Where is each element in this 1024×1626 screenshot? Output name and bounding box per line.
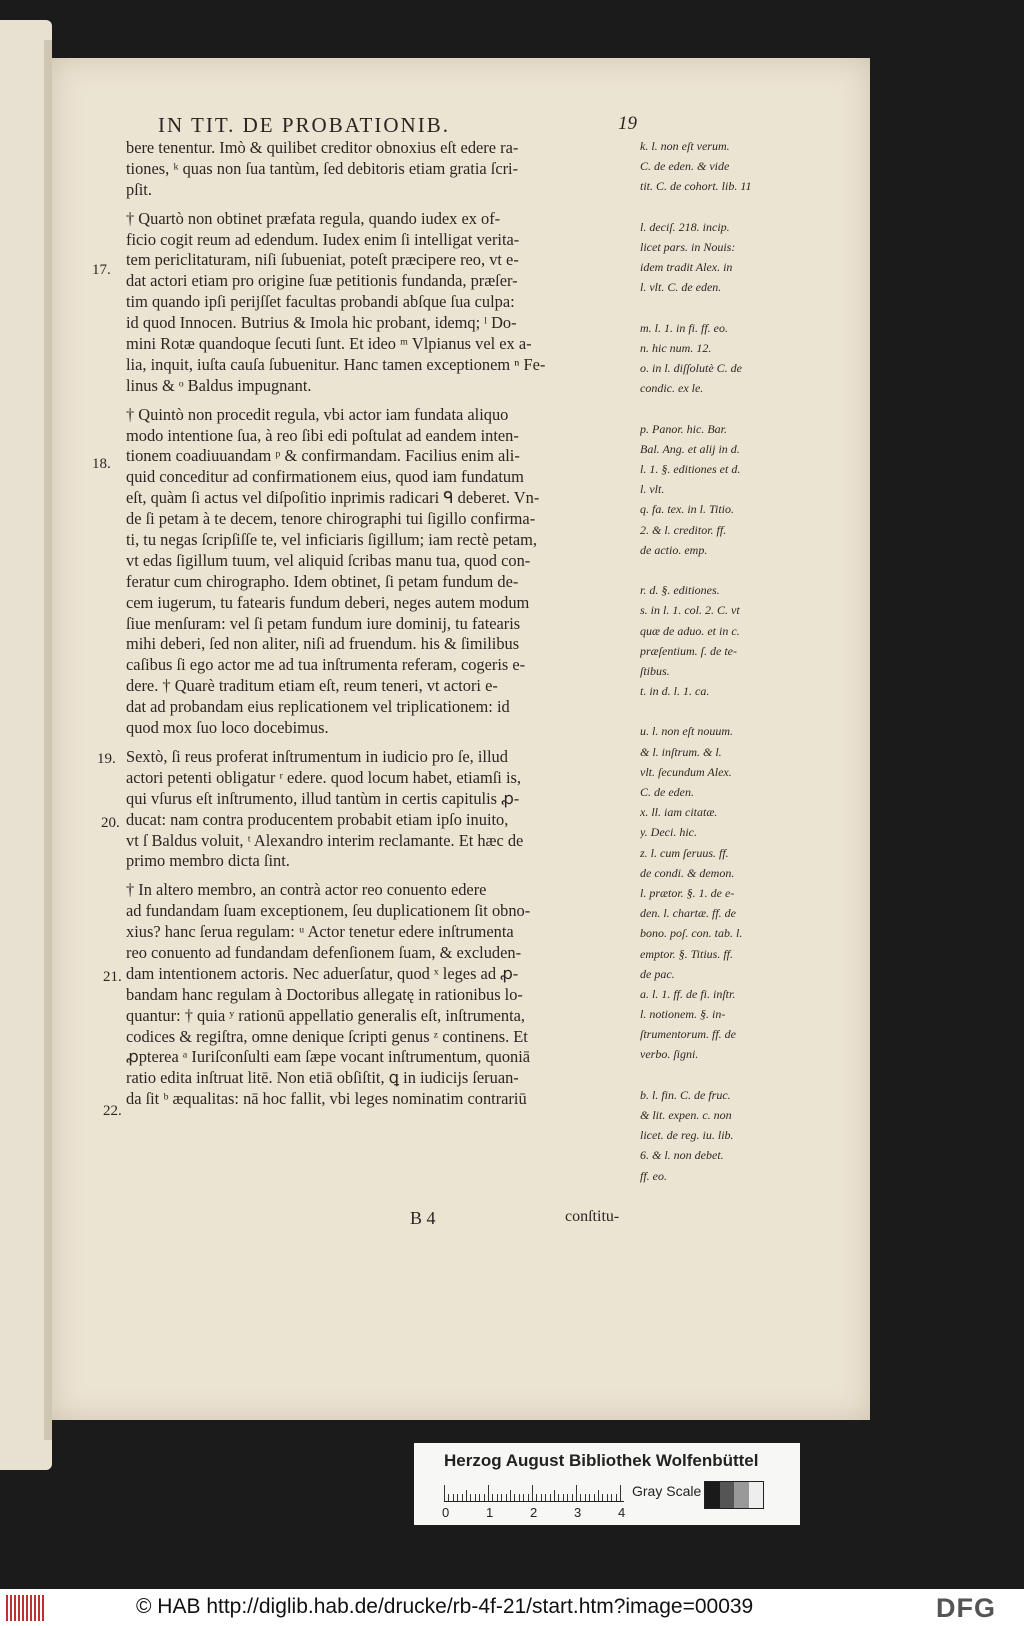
ruler-label: 2: [530, 1505, 538, 1520]
gray-scale-swatch: [704, 1481, 764, 1509]
ruler-tick: [563, 1494, 564, 1501]
margin-note: x. ll. iam citatæ.: [640, 805, 718, 820]
margin-note: de condi. & demon.: [640, 865, 735, 880]
main-text-column: [126, 138, 641, 1110]
margin-note: C. de eden. & vide: [640, 159, 730, 174]
margin-note: k. l. non eſt verum.: [640, 139, 730, 153]
ruler-tick: [598, 1490, 599, 1501]
margin-note: b. l. fin. C. de fruc.: [640, 1087, 731, 1102]
ruler-tick: [611, 1494, 612, 1501]
margin-note: p. Panor. hic. Bar.: [640, 421, 727, 436]
ruler-label: 0: [442, 1505, 450, 1520]
paragraph-gap: [126, 397, 641, 405]
margin-note: & l. inſtrum. & l.: [640, 744, 722, 759]
text-line: quid conceditur ad confirmationem eius, quod iam fundatum: [126, 467, 524, 487]
ruler-tick: [558, 1494, 559, 1501]
ruler-tick: [585, 1494, 586, 1501]
margin-note: [640, 197, 770, 217]
ruler-tick: [620, 1485, 621, 1501]
text-line: tiones, ᵏ quas non ſua tantùm, ſed debitoris etiam gratia ſcri-: [126, 158, 519, 178]
ruler-tick: [497, 1494, 498, 1501]
text-line: ratio edita inſtruat litē. Non etiā obſiſtit, ꝗ in iudicijs ſeruan-: [126, 1068, 519, 1088]
margin-note: ſtibus.: [640, 663, 670, 678]
margin-note: [640, 1065, 770, 1085]
library-name: Herzog August Bibliothek Wolfenbüttel: [444, 1451, 759, 1470]
margin-note: m. l. 1. in fi. ff. eo.: [640, 320, 728, 335]
margin-note: y. Deci. hic.: [640, 825, 697, 840]
line-number: 22.: [103, 1103, 122, 1119]
margin-note: licet. de reg. iu. lib.: [640, 1128, 734, 1143]
line-number: 20.: [101, 815, 120, 831]
ruler-tick: [453, 1494, 454, 1501]
ruler-tick: [444, 1485, 445, 1501]
catchword: conſtitu-: [565, 1208, 620, 1225]
text-line: vt ſ Baldus voluit, ᵗ Alexandro interim reclamante. Et hæc de: [126, 830, 524, 850]
text-line: mihi deberi, ſed non aliter, niſi ad fruendum. his & ſimilibus: [126, 634, 520, 654]
text-line: id quod Innocen. Butrius & Imola hic probant, idemq; ˡ Do-: [126, 313, 517, 333]
dfg-logo: DFG: [936, 1593, 996, 1623]
text-line: † Quartò non obtinet præfata regula, quando iudex ex of-: [126, 208, 501, 228]
text-line: bere tenentur. Imò & quilibet creditor obnoxius eſt edere ra-: [126, 138, 519, 157]
line-number: 17.: [92, 262, 111, 278]
text-line: dere. † Quarè traditum etiam eſt, reum teneri, vt actori e-: [126, 676, 498, 696]
ruler-tick: [448, 1494, 449, 1501]
text-line: † In altero membro, an contrà actor reo conuento edere: [126, 880, 487, 900]
ruler-tick: [501, 1494, 502, 1501]
ruler-tick: [602, 1494, 603, 1501]
text-line: tim quando ipſi perijſſet facultas probandi abſque ſua culpa:: [126, 292, 515, 312]
margin-note: l. vlt.: [640, 482, 665, 497]
text-line: reo conuento ad fundandam defenſionem ſuam, & excluden-: [126, 942, 522, 962]
margin-note: [640, 560, 770, 580]
margin-note: den. l. chartæ. ff. de: [640, 906, 736, 921]
ruler-tick: [519, 1494, 520, 1501]
hab-logo-icon: [6, 1595, 46, 1621]
ruler-tick: [580, 1494, 581, 1501]
text-line: ſiue menſuram: vel ſi petam fundum iure dominij, tu fatearis: [126, 613, 521, 633]
ruler-label: 3: [574, 1505, 582, 1520]
margin-note: præſentium. ſ. de te-: [640, 643, 737, 658]
margin-note: 2. & l. creditor. ff.: [640, 522, 727, 537]
margin-note: vlt. ſecundum Alex.: [640, 764, 732, 779]
ruler-tick: [541, 1494, 542, 1501]
margin-note: o. in l. diſſolutè C. de: [640, 361, 742, 376]
ruler-tick: [510, 1490, 511, 1501]
ruler-tick: [466, 1490, 467, 1501]
text-line: eſt, quàm ſi actus vel diſpoſitio inprimis radicari ᑫ deberet. Vn-: [126, 488, 540, 508]
ruler-tick: [457, 1494, 458, 1501]
text-line: da ſit ᵇ æqualitas: nā hoc fallit, vbi leges nominatim contrariū: [126, 1089, 527, 1109]
ruler-tick: [554, 1490, 555, 1501]
line-number: 19.: [97, 751, 116, 767]
ruler-label: 4: [618, 1505, 626, 1520]
ruler-label: 1: [486, 1505, 494, 1520]
margin-note: de actio. emp.: [640, 542, 708, 557]
margin-note: de pac.: [640, 966, 675, 981]
margin-note: s. in l. 1. col. 2. C. vt: [640, 603, 740, 618]
text-line: linus & ᵒ Baldus impugnant.: [126, 375, 312, 395]
text-line: quantur: † quia ʸ rationū appellatio generalis eſt, inſtrumenta,: [126, 1005, 526, 1025]
ruler-tick: [462, 1494, 463, 1501]
left-page-shadow: [44, 40, 52, 1440]
text-line: mini Rotæ quandoque ſecuti ſunt. Et ideo ᵐ Vlpianus vel ex a-: [126, 334, 532, 354]
text-line: xius? hanc ſerua regulam: ᵘ Actor tenetur edere inſtrumenta: [126, 922, 514, 942]
text-line: codices & regiſtra, omne denique ſcripti genus ᶻ continens. Et: [126, 1026, 528, 1046]
ruler-tick: [607, 1494, 608, 1501]
running-header: IN TIT. DE PROBATIONIB.: [158, 113, 450, 137]
margin-note: n. hic num. 12.: [640, 340, 712, 355]
ruler-tick: [479, 1494, 480, 1501]
margin-note: u. l. non eſt nouum.: [640, 724, 733, 739]
margin-note: idem tradit Alex. in: [640, 260, 733, 275]
text-line: ꝓpterea ᵃ Iuriſconſulti eam ſæpe vocant inſtrumentum, quoniā: [126, 1047, 531, 1067]
source-url[interactable]: © HAB http://diglib.hab.de/drucke/rb-4f-21/start.htm?image=00039: [136, 1595, 754, 1618]
margin-note: emptor. §. Titius. ff.: [640, 946, 734, 961]
signature-mark: B 4: [410, 1208, 436, 1228]
margin-note: ff. eo.: [640, 1168, 667, 1183]
text-line: primo membro dicta ſint.: [126, 851, 290, 871]
ruler-tick: [550, 1494, 551, 1501]
ruler-tick: [523, 1494, 524, 1501]
margin-note: r. d. §. editiones.: [640, 583, 720, 598]
ruler-tick: [532, 1485, 533, 1501]
text-line: qui vſurus eſt inſtrumento, illud tantùm in certis capitulis ꝓ-: [126, 788, 520, 808]
paragraph-gap: [126, 201, 641, 209]
gray-scale-label: Gray Scale: [632, 1483, 702, 1499]
margin-note: [640, 298, 770, 318]
text-line: bandam hanc regulam à Doctoribus allegatę in rationibus lo-: [126, 984, 523, 1004]
margin-note: condic. ex le.: [640, 381, 704, 396]
margin-note: tit. C. de cohort. lib. 11: [640, 179, 752, 194]
marginal-notes-column: [640, 136, 770, 1186]
text-line: ducat: nam contra producentem probabit etiam ipſo inuito,: [126, 809, 509, 829]
ruler-tick: [567, 1494, 568, 1501]
margin-note: l. 1. §. editiones et d.: [640, 462, 741, 476]
margin-note: verbo. ſigni.: [640, 1047, 699, 1062]
ruler-tick: [506, 1494, 507, 1501]
line-number: 21.: [103, 969, 122, 985]
text-line: caſibus ſi ego actor me ad tua inſtrumenta referam, cogeris e-: [126, 655, 526, 675]
ruler-tick: [589, 1494, 590, 1501]
text-line: dam intentionem actoris. Nec aduerſatur, quod ˣ leges ad ꝓ-: [126, 963, 519, 983]
margin-note: C. de eden.: [640, 785, 694, 799]
margin-note: [640, 701, 770, 721]
text-line: ficio cogit reum ad edendum. Iudex enim ſi intelligat verita-: [126, 229, 520, 249]
margin-note: l. notionem. §. in-: [640, 1007, 726, 1022]
margin-note: bono. poſ. con. tab. l.: [640, 926, 743, 941]
text-line: dat actori etiam pro origine ſuæ petitionis fundanda, præſer-: [126, 271, 518, 291]
line-number: 18.: [92, 456, 111, 472]
ruler-tick: [514, 1494, 515, 1501]
text-line: vt edas ſigillum tuum, vel aliquid ſcribas manu tua, quod con-: [126, 550, 531, 570]
footer-bar: [0, 1589, 1024, 1626]
ruler-tick: [528, 1494, 529, 1501]
margin-note: t. in d. l. 1. ca.: [640, 684, 710, 699]
text-line: actori petenti obligatur ʳ edere. quod locum habet, etiamſi is,: [126, 767, 521, 787]
margin-note: l. prætor. §. 1. de e-: [640, 885, 735, 900]
text-line: modo intentione ſua, à reo ſibi edi poſtulat ad eandem inten-: [126, 425, 519, 445]
text-line: tem periclitaturam, niſi ſubueniat, poteſt præcipere reo, vt e-: [126, 250, 519, 270]
margin-note: quæ de aduo. et in c.: [640, 623, 740, 638]
ruler-tick: [576, 1485, 577, 1501]
text-line: tionem coadiuuandam ᵖ & confirmandam. Facilius enim ali-: [126, 446, 520, 466]
text-line: lia, inquit, iuſta cauſa ſubuenitur. Hanc tamen exceptionem ⁿ Fe-: [126, 354, 546, 374]
text-line: pſit.: [126, 179, 152, 199]
ruler-tick: [484, 1494, 485, 1501]
ruler-tick: [545, 1494, 546, 1501]
margin-note: a. l. 1. ff. de fi. inſtr.: [640, 986, 736, 1001]
ruler-tick: [616, 1494, 617, 1501]
ruler-tick: [470, 1494, 471, 1501]
text-line: ti, tu negas ſcripſiſſe te, vel inficiaris ſigillum; iam rectè petam,: [126, 530, 538, 550]
ruler-tick: [594, 1494, 595, 1501]
margin-note: l. vlt. C. de eden.: [640, 280, 722, 295]
ruler-tick: [488, 1485, 489, 1501]
text-line: feratur cum chirographo. Idem obtinet, ſi petam fundum de-: [126, 571, 519, 591]
margin-note: 6. & l. non debet.: [640, 1148, 724, 1163]
text-line: † Quintò non procedit regula, vbi actor iam fundata aliquo: [126, 404, 509, 424]
scale-ruler: [444, 1483, 624, 1502]
margin-note: l. deciſ. 218. incip.: [640, 219, 730, 234]
page-number: 19: [618, 113, 637, 134]
margin-note: [640, 398, 770, 418]
margin-note: ſtrumentorum. ff. de: [640, 1027, 736, 1042]
margin-note: Bal. Ang. et alij in d.: [640, 441, 740, 456]
text-line: quod mox ſuo loco docebimus.: [126, 718, 329, 738]
text-line: dat ad probandam eius replicationem vel triplicationem: id: [126, 697, 510, 717]
text-line: Sextò, ſi reus proferat inſtrumentum in iudicio pro ſe, illud: [126, 746, 508, 766]
ruler-tick: [492, 1494, 493, 1501]
margin-note: licet pars. in Nouis:: [640, 239, 736, 254]
library-color-card: [414, 1443, 800, 1525]
text-line: de ſi petam à te decem, tenore chirographi tui ſigillo confirma-: [126, 509, 536, 529]
margin-note: q. fa. tex. in l. Titio.: [640, 502, 735, 517]
ruler-tick: [572, 1494, 573, 1501]
paragraph-gap: [126, 739, 641, 747]
margin-note: z. l. cum ſeruus. ff.: [640, 845, 729, 860]
margin-note: & lit. expen. c. non: [640, 1108, 732, 1122]
ruler-tick: [536, 1494, 537, 1501]
paragraph-gap: [126, 872, 641, 880]
text-line: ad fundandam ſuam exceptionem, ſeu duplicationem ſit obno-: [126, 901, 531, 921]
text-line: cem iugerum, tu fatearis fundum deberi, neges autem modum: [126, 592, 530, 612]
ruler-tick: [475, 1494, 476, 1501]
